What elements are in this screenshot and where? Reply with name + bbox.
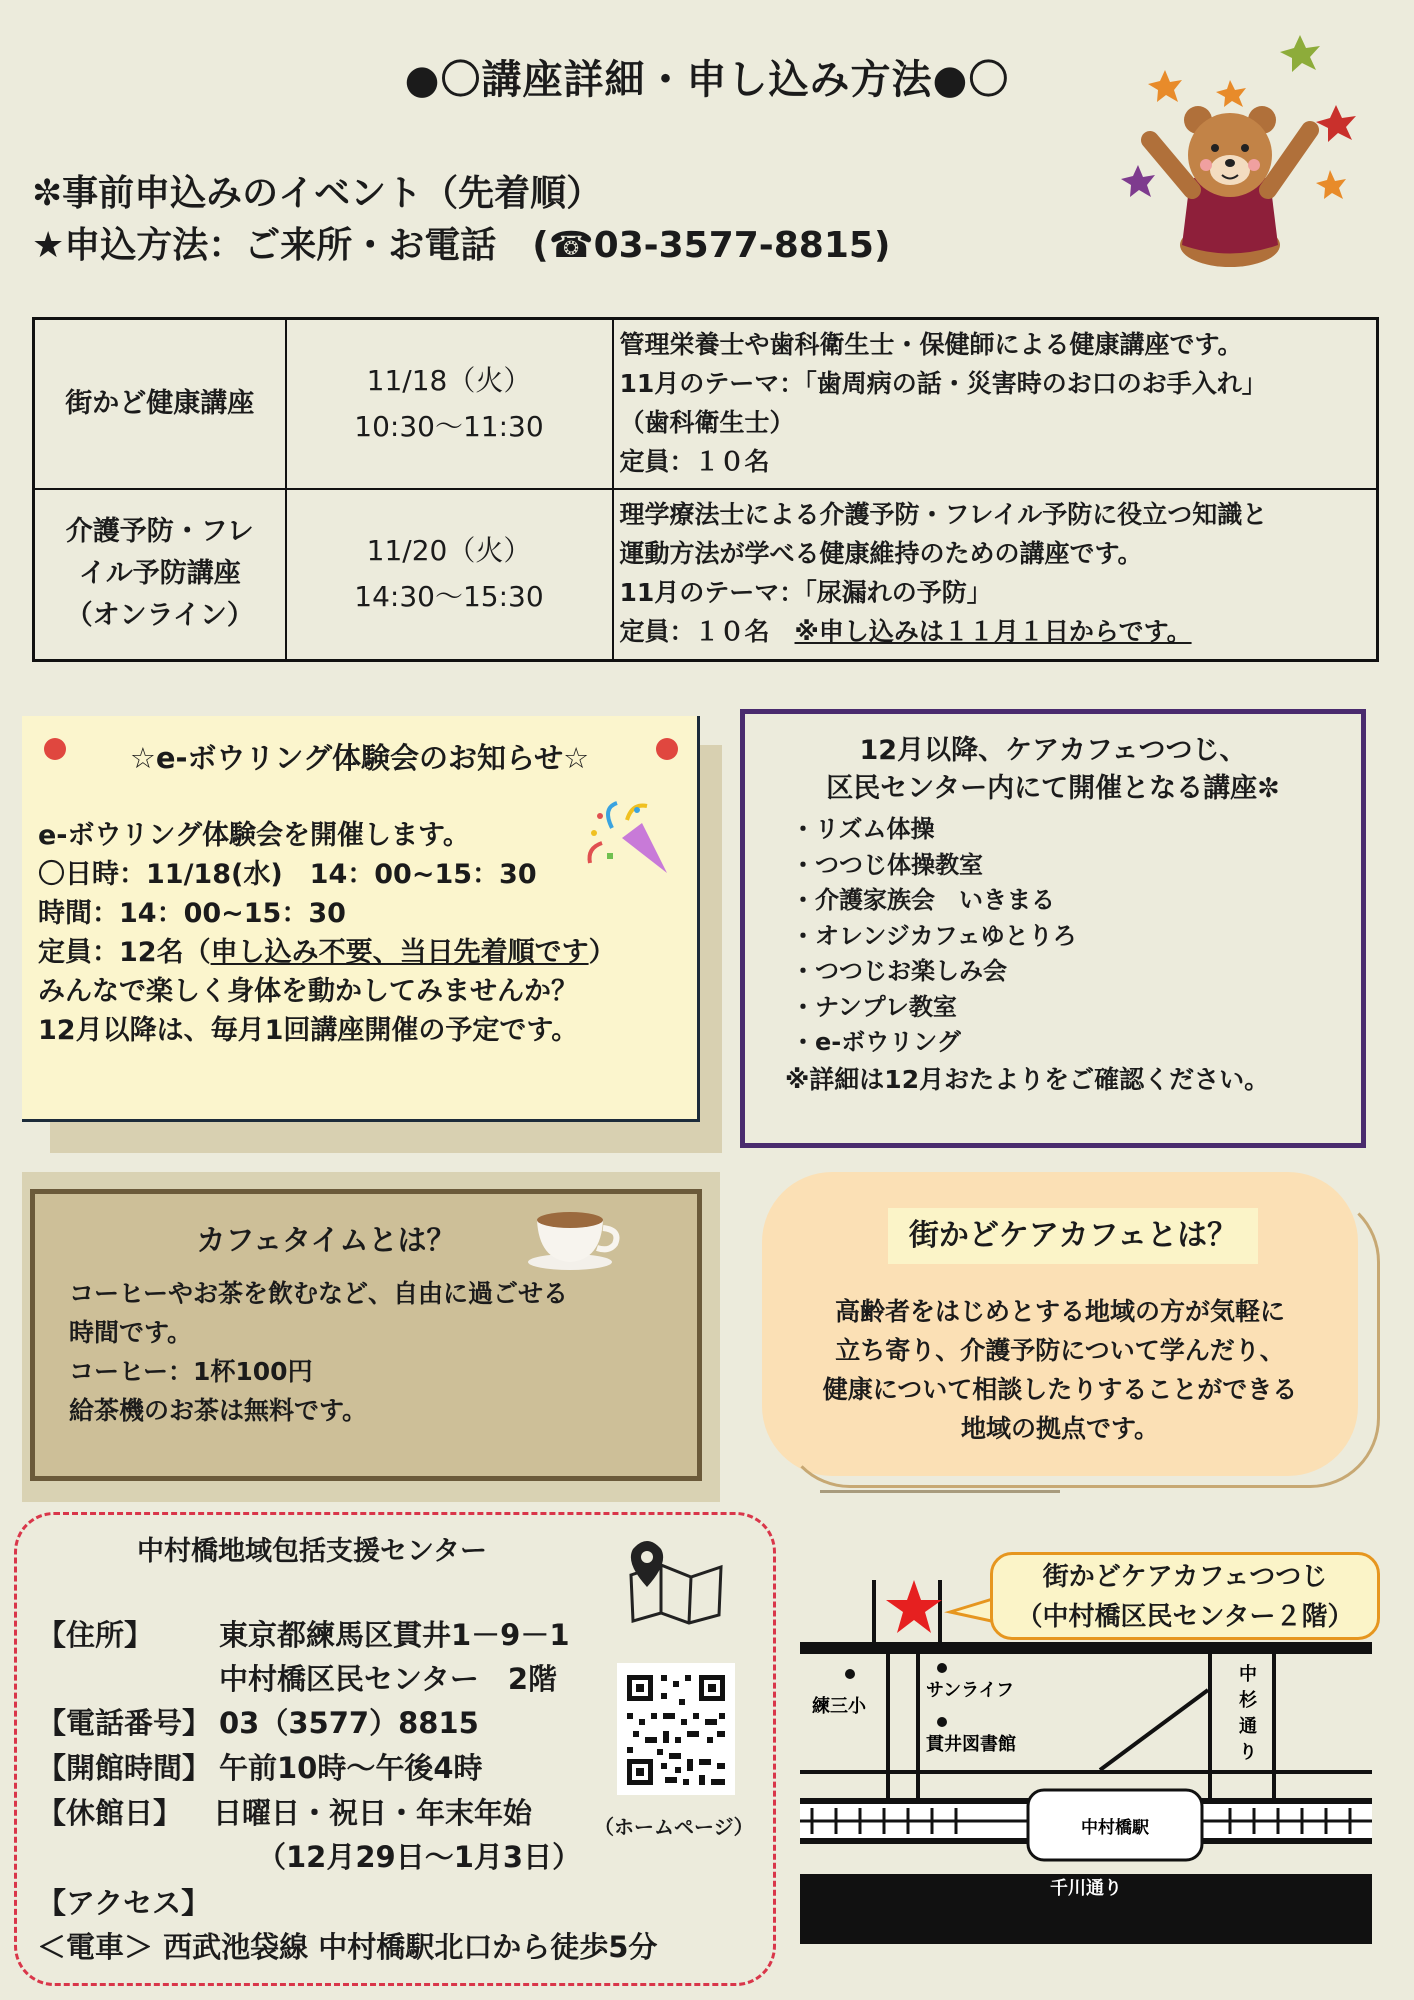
course-datetime: 11/20（火） 14:30～15:30 (286, 489, 613, 661)
december-courses-subheading: 区民センター内にて開催となる講座✼ (826, 773, 1280, 804)
access-directions: ＜電車＞ 西武池袋線 中村橋駅北口から徒歩5分 (37, 1930, 658, 1964)
course-name: 介護予防・フレ イル予防講座 （オンライン） (34, 489, 286, 661)
list-item: ・リズム体操 (791, 815, 935, 843)
nakasugi-road-char: 中 (1239, 1664, 1257, 1685)
december-courses-heading: 12月以降、ケアカフェつつじ、 (859, 735, 1247, 766)
access-label: 【アクセス】 (37, 1886, 211, 1920)
list-item: ・オレンジカフェゆとりろ (791, 921, 1077, 950)
station-label: 中村橋駅 (1081, 1818, 1149, 1838)
ebowling-card (22, 716, 700, 1122)
list-item: ・介護家族会 いきまる (791, 886, 1055, 914)
cafe-location-callout: 街かどケアカフェつつじ （中村橋区民センター２階） (990, 1552, 1380, 1640)
closed-label: 【休館日】 (37, 1796, 183, 1830)
machikado-cafe-title: 街かどケアカフェとは？ (888, 1208, 1258, 1264)
list-item: ・つつじ体操教室 (791, 850, 983, 879)
application-method: ★申込方法：ご来所・お電話 (☎03-3577-8815) (32, 225, 891, 266)
divider (820, 1490, 1060, 1493)
ebowling-details: e-ボウリング体験会を開催します。 〇日時：11/18(水) 14：00~15：30 時間：14：00~15：30 定員：12名（申し込み不要、当日先着順です） みんなで楽しく身体を動かしてみませんか？ 12月以降は、毎月1回講座開催の予定です。 (38, 820, 616, 1046)
coffee-cup-icon (525, 1200, 625, 1272)
course-table (32, 317, 1379, 662)
nakasugi-road-char: 通 (1239, 1716, 1257, 1737)
list-item: ・e-ボウリング (791, 1028, 961, 1056)
page-title: ●〇講座詳細・申し込み方法●〇 (404, 57, 1010, 103)
cafe-time-title: カフェタイムとは？ (196, 1223, 456, 1257)
school-label: 練三小 (812, 1696, 866, 1717)
center-info-box (14, 1512, 776, 1986)
center-name: 中村橋地域包括支援センター (137, 1536, 487, 1567)
list-item: ・ナンプレ教室 (791, 992, 957, 1021)
table-row (34, 319, 1378, 489)
address-label: 【住所】 (37, 1618, 154, 1652)
december-courses-box (740, 709, 1366, 1148)
star-marker-icon (886, 1580, 942, 1633)
table-row (34, 489, 1378, 661)
senkawa-road-label: 千川通り (1050, 1878, 1122, 1899)
address-line2: 中村橋区民センター 2階 (219, 1662, 558, 1696)
machikado-cafe-description: 高齢者をはじめとする地域の方が気軽に 立ち寄り、介護予防について学んだり、 健康について相談したりすることができる 地域の拠点です。 (822, 1297, 1298, 1443)
closed-days: 日曜日・祝日・年末年始 (213, 1796, 533, 1830)
qr-code[interactable] (617, 1663, 735, 1795)
nakasugi-road-char: 杉 (1239, 1690, 1257, 1711)
closed-period: （12月29日～1月3日） (257, 1840, 582, 1874)
course-description: 管理栄養士や歯科衛生士・保健師による健康講座です。 11月のテーマ：「歯周病の話・災害時のお口のお手入れ」 （歯科衛生士） 定員：１０名 (613, 319, 1378, 489)
phone-label: 【電話番号】 (37, 1706, 212, 1740)
map-pin-icon (611, 1535, 731, 1625)
course-name: 街かど健康講座 (34, 319, 286, 489)
list-item: ・つつじお楽しみ会 (791, 957, 1007, 985)
nakasugi-road-char: り (1239, 1742, 1257, 1763)
cafe-time-details: コーヒーやお茶を飲むなど、自由に過ごせる 時間です。 コーヒー：1杯100円 給茶機のお茶は無料です。 (69, 1279, 569, 1425)
application-start-note: ※申し込みは１１月１日からです。 (794, 617, 1192, 647)
course-datetime: 11/18（火） 10:30～11:30 (286, 319, 613, 489)
december-course-list (791, 812, 1077, 1061)
library-label: 貫井図書館 (926, 1734, 1016, 1755)
december-note: ※詳細は12月おたよりをご確認ください。 (785, 1065, 1270, 1094)
event-type-heading: ✼事前申込みのイベント（先着順） (32, 173, 603, 214)
qr-caption: （ホームページ） (594, 1815, 754, 1839)
opening-hours: 午前10時～午後4時 (219, 1751, 483, 1785)
hours-label: 【開館時間】 (37, 1751, 212, 1785)
cafe-time-box (30, 1189, 702, 1481)
address-line1: 東京都練馬区貫井1－9－1 (219, 1618, 570, 1652)
bear-illustration (1120, 30, 1360, 280)
ebowling-title: ☆e-ボウリング体験会のお知らせ☆ (129, 741, 590, 775)
sunlife-label: サンライフ (926, 1680, 1015, 1701)
course-description: 理学療法士による介護予防・フレイル予防に役立つ知識と 運動方法が学べる健康維持のための講座です。 11月のテーマ：「尿漏れの予防」 定員：１０名 ※申し込みは１１月１日からです。 (613, 489, 1378, 661)
phone-number: 03（3577）8815 (219, 1706, 479, 1740)
